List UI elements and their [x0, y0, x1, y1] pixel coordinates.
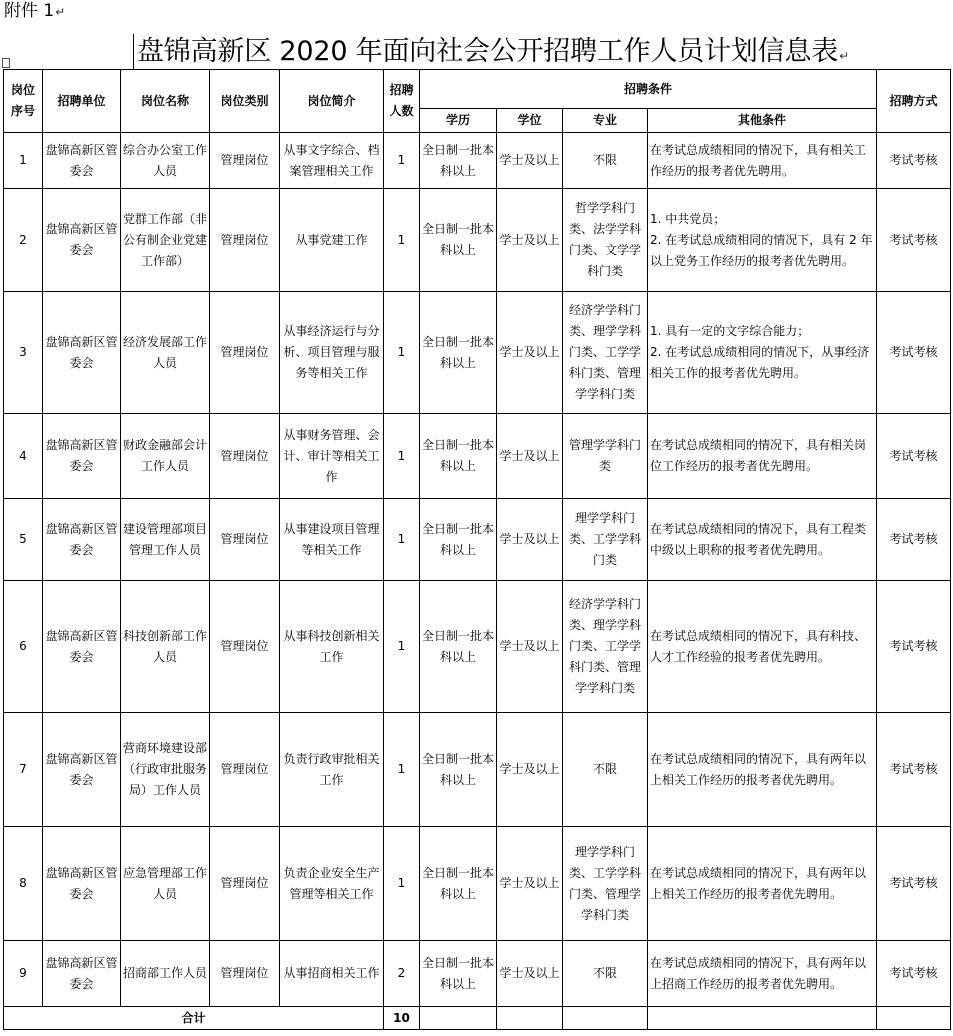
cell-count: 1: [384, 713, 420, 827]
table-row: [4, 133, 951, 189]
return-mark-icon: ↵: [839, 49, 849, 63]
cell-method: 考试考核: [877, 133, 951, 189]
cell-post-name: 科技创新部工作人员: [121, 581, 210, 713]
header-major: 专业: [563, 109, 648, 133]
cell-degree: 学士及以上: [497, 713, 563, 827]
cell-count: 2: [384, 941, 420, 1007]
header-unit: 招聘单位: [43, 70, 121, 133]
cell-post-name: 经济发展部工作人员: [121, 292, 210, 414]
table-row: [4, 581, 951, 713]
table-row: [4, 292, 951, 414]
table-row: [4, 414, 951, 499]
cell-seq: 7: [4, 713, 43, 827]
total-count: 10: [384, 1007, 420, 1030]
header-method: 招聘方式: [877, 70, 951, 133]
anchor-marker-icon: [2, 58, 10, 68]
cell-post-name: 应急管理部工作人员: [121, 827, 210, 941]
total-row: [4, 1007, 951, 1030]
cell-other: 在考试总成绩相同的情况下，具有科技、人才工作经验的报考者优先聘用。: [648, 581, 877, 713]
cell-count: 1: [384, 133, 420, 189]
table-row: [4, 941, 951, 1007]
cell-education: 全日制一批本科以上: [420, 581, 497, 713]
cell-post-desc: 从事建设项目管理等相关工作: [280, 499, 384, 581]
cell-post-type: 管理岗位: [210, 189, 280, 292]
cell-unit: 盘锦高新区管委会: [43, 499, 121, 581]
cell-other: 在考试总成绩相同的情况下，具有两年以上相关工作经历的报考者优先聘用。: [648, 713, 877, 827]
cell-degree: 学士及以上: [497, 581, 563, 713]
cell-post-name: 营商环境建设部（行政审批服务局）工作人员: [121, 713, 210, 827]
table-row: [4, 499, 951, 581]
cell-degree: 学士及以上: [497, 941, 563, 1007]
cell-seq: 4: [4, 414, 43, 499]
cell-unit: 盘锦高新区管委会: [43, 713, 121, 827]
cell-major: 经济学学科门类、理学学科门类、工学学科门类、管理学学科门类: [563, 581, 648, 713]
cell-education: 全日制一批本科以上: [420, 189, 497, 292]
table-row: [4, 189, 951, 292]
page-title: 盘锦高新区 2020 年面向社会公开招聘工作人员计划信息表↵: [133, 34, 849, 70]
cell-method: 考试考核: [877, 713, 951, 827]
cell-method: 考试考核: [877, 941, 951, 1007]
cell-count: 1: [384, 414, 420, 499]
cell-unit: 盘锦高新区管委会: [43, 292, 121, 414]
cell-post-desc: 从事文字综合、档案管理相关工作: [280, 133, 384, 189]
cell-post-desc: 负责企业安全生产管理等相关工作: [280, 827, 384, 941]
header-conditions: 招聘条件: [420, 70, 877, 109]
cell-count: 1: [384, 581, 420, 713]
cell-post-type: 管理岗位: [210, 133, 280, 189]
cell-post-name: 建设管理部项目管理工作人员: [121, 499, 210, 581]
cell-major: 哲学学科门类、法学学科门类、文学学科门类: [563, 189, 648, 292]
cell-unit: 盘锦高新区管委会: [43, 133, 121, 189]
header-seq: 岗位序号: [4, 70, 43, 133]
cell-education: 全日制一批本科以上: [420, 827, 497, 941]
cell-unit: 盘锦高新区管委会: [43, 414, 121, 499]
cell-post-type: 管理岗位: [210, 941, 280, 1007]
cell-count: 1: [384, 827, 420, 941]
cell-post-desc: 从事科技创新相关工作: [280, 581, 384, 713]
cell-post-type: 管理岗位: [210, 414, 280, 499]
cell-seq: 2: [4, 189, 43, 292]
cell-education: 全日制一批本科以上: [420, 713, 497, 827]
cell-post-type: 管理岗位: [210, 581, 280, 713]
cell-degree: 学士及以上: [497, 292, 563, 414]
cell-seq: 3: [4, 292, 43, 414]
cell-seq: 6: [4, 581, 43, 713]
cell-other: 1. 中共党员； 2. 在考试总成绩相同的情况下，具有 2 年以上党务工作经历的报考者优先聘用。: [648, 189, 877, 292]
cell-other: 在考试总成绩相同的情况下，具有两年以上相关工作经历的报考者优先聘用。: [648, 827, 877, 941]
cell-post-desc: 从事经济运行与分析、项目管理与服务等相关工作: [280, 292, 384, 414]
cell-post-name: 财政金融部会计工作人员: [121, 414, 210, 499]
cell-unit: 盘锦高新区管委会: [43, 827, 121, 941]
cell-method: 考试考核: [877, 189, 951, 292]
cell-count: 1: [384, 499, 420, 581]
cell-post-name: 招商部工作人员: [121, 941, 210, 1007]
attachment-label: 附件 1↵: [4, 1, 66, 21]
cell-degree: 学士及以上: [497, 189, 563, 292]
cell-post-desc: 从事财务管理、会计、审计等相关工作: [280, 414, 384, 499]
cell-education: 全日制一批本科以上: [420, 414, 497, 499]
header-post-desc: 岗位简介: [280, 70, 384, 133]
cell-post-desc: 从事党建工作: [280, 189, 384, 292]
cell-method: 考试考核: [877, 581, 951, 713]
table-row: [4, 713, 951, 827]
cell-unit: 盘锦高新区管委会: [43, 941, 121, 1007]
cell-post-desc: 负责行政审批相关工作: [280, 713, 384, 827]
total-label: 合计: [4, 1007, 384, 1030]
cell-post-desc: 从事招商相关工作: [280, 941, 384, 1007]
cell-major: 理学学科门类、工学学科门类、管理学学科门类: [563, 827, 648, 941]
cell-other: 在考试总成绩相同的情况下，具有相关岗位工作经历的报考者优先聘用。: [648, 414, 877, 499]
header-count: 招聘人数: [384, 70, 420, 133]
cell-post-type: 管理岗位: [210, 827, 280, 941]
cell-post-type: 管理岗位: [210, 499, 280, 581]
cell-count: 1: [384, 292, 420, 414]
header-post-name: 岗位名称: [121, 70, 210, 133]
cell-method: 考试考核: [877, 827, 951, 941]
cell-major: 管理学学科门类: [563, 414, 648, 499]
header-other: 其他条件: [648, 109, 877, 133]
cell-method: 考试考核: [877, 292, 951, 414]
cell-major: 不限: [563, 133, 648, 189]
cell-major: 经济学学科门类、理学学科门类、工学学科门类、管理学学科门类: [563, 292, 648, 414]
cell-seq: 8: [4, 827, 43, 941]
cell-degree: 学士及以上: [497, 133, 563, 189]
cell-post-name: 综合办公室工作人员: [121, 133, 210, 189]
cell-seq: 9: [4, 941, 43, 1007]
cell-education: 全日制一批本科以上: [420, 499, 497, 581]
cell-major: 不限: [563, 941, 648, 1007]
header-degree: 学位: [497, 109, 563, 133]
cell-other: 在考试总成绩相同的情况下，具有工程类中级以上职称的报考者优先聘用。: [648, 499, 877, 581]
cell-degree: 学士及以上: [497, 499, 563, 581]
cell-other: 在考试总成绩相同的情况下，具有两年以上招商工作经历的报考者优先聘用。: [648, 941, 877, 1007]
cell-post-type: 管理岗位: [210, 292, 280, 414]
cell-degree: 学士及以上: [497, 414, 563, 499]
cell-other: 1. 具有一定的文字综合能力； 2. 在考试总成绩相同的情况下，从事经济相关工作的报考者优先聘用。: [648, 292, 877, 414]
cell-method: 考试考核: [877, 499, 951, 581]
cell-count: 1: [384, 189, 420, 292]
table-row: [4, 827, 951, 941]
cell-unit: 盘锦高新区管委会: [43, 189, 121, 292]
cell-seq: 5: [4, 499, 43, 581]
cell-education: 全日制一批本科以上: [420, 941, 497, 1007]
cell-post-name: 党群工作部（非公有制企业党建工作部）: [121, 189, 210, 292]
cell-other: 在考试总成绩相同的情况下，具有相关工作经历的报考者优先聘用。: [648, 133, 877, 189]
cell-post-type: 管理岗位: [210, 713, 280, 827]
cell-education: 全日制一批本科以上: [420, 292, 497, 414]
cell-education: 全日制一批本科以上: [420, 133, 497, 189]
recruitment-plan-table: [3, 69, 951, 1030]
cell-seq: 1: [4, 133, 43, 189]
header-post-type: 岗位类别: [210, 70, 280, 133]
cell-unit: 盘锦高新区管委会: [43, 581, 121, 713]
cell-degree: 学士及以上: [497, 827, 563, 941]
cell-major: 不限: [563, 713, 648, 827]
header-education: 学历: [420, 109, 497, 133]
cell-major: 理学学科门类、工学学科门类: [563, 499, 648, 581]
cell-method: 考试考核: [877, 414, 951, 499]
return-mark-icon: ↵: [55, 5, 66, 19]
